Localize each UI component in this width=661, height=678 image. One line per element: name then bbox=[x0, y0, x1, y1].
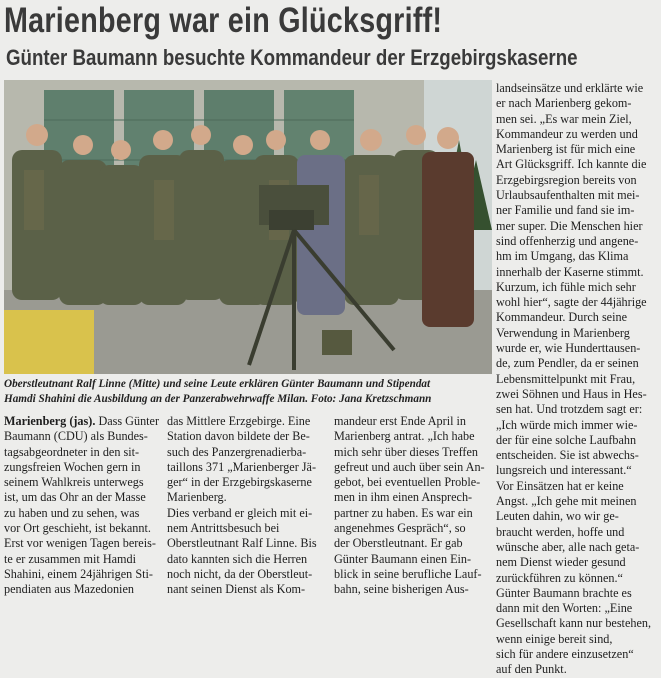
text-line: Kommandeur zu werden und bbox=[496, 126, 638, 141]
text-line: auf den Punkt. bbox=[496, 662, 567, 677]
text-line: tagsabgeordneter in den sit- bbox=[4, 444, 140, 459]
text-line: gefreut und auch über sein An- bbox=[334, 459, 485, 474]
text-line: wenn einige bereit sind, bbox=[496, 631, 613, 646]
text-line: Art Glücksgriff. Ich kannte die bbox=[496, 157, 647, 172]
photo-credit: Foto: Jana Kretzschmann bbox=[310, 393, 432, 405]
text-line: wurde er, wie Hunderttausen- bbox=[496, 341, 641, 356]
photo-caption bbox=[4, 377, 492, 407]
text-line: er nach Marienberg gekom- bbox=[496, 96, 632, 111]
text-line: der Oberstleutnant. Er gab bbox=[334, 536, 463, 551]
caption-line-2-text: Hamdi Shahini die Ausbildung an der Panzerabwehrwaffe Milan. bbox=[4, 393, 308, 405]
text-line: Leuten dahin, wo wir ge- bbox=[496, 509, 619, 524]
text-line: Günter Baumann einen Ein- bbox=[334, 551, 472, 566]
text-line: partner zu haben. Es war ein bbox=[334, 505, 473, 520]
photo-illustration bbox=[4, 80, 492, 374]
text-line: Erst vor wenigen Tagen bereis- bbox=[4, 536, 156, 551]
text-line: der für eine solche Laufbahn bbox=[496, 432, 637, 447]
text-line: noch nicht, da der Oberstleut- bbox=[167, 566, 313, 581]
text-line: Marienberg. bbox=[167, 490, 227, 505]
text-line: Shahini, einem 24jährigen Sti- bbox=[4, 566, 153, 581]
column-1-first-text: Dass Günter bbox=[98, 414, 160, 428]
headline: Marienberg war ein Glücksgriff! bbox=[4, 1, 443, 40]
text-line: ner Familie und fand sie im- bbox=[496, 203, 635, 218]
text-line: gebot, bei eventuellen Proble- bbox=[334, 475, 481, 490]
text-line: Lebensmittelpunkt mit Frau, bbox=[496, 371, 636, 386]
text-line: Oberstleutnant Ralf Linne. Bis bbox=[167, 536, 317, 551]
article-photo bbox=[4, 80, 492, 374]
column-1-line bbox=[4, 414, 158, 429]
text-line: Verwendung in Marienberg bbox=[496, 325, 630, 340]
text-line: entscheiden. Sie ist abwechs- bbox=[496, 448, 639, 463]
text-line: nem Antrittsbesuch bei bbox=[167, 521, 280, 536]
text-line: Kommandeur. Durch seine bbox=[496, 310, 627, 325]
text-line: such des Panzergrenadierba- bbox=[167, 444, 307, 459]
text-line: zu haben und zu sehen, was bbox=[4, 505, 140, 520]
text-line: zungsfreien Wochen gern in bbox=[4, 459, 141, 474]
text-line: nant seinen Dienst als Kom- bbox=[167, 582, 306, 597]
text-line: angenehmes Gespräch“, so bbox=[334, 521, 466, 536]
text-line: innerhalb der Kaserne stimmt. bbox=[496, 264, 644, 279]
text-line: landseinsätze und erklärte wie bbox=[496, 81, 644, 95]
text-line: te er zusammen mit Hamdi bbox=[4, 551, 136, 566]
text-line: wünsche aber, alle nach geta- bbox=[496, 539, 640, 554]
text-line: Station davon bildete der Be- bbox=[167, 429, 310, 444]
text-line: seinem Wahlkreis unterwegs bbox=[4, 475, 144, 490]
text-line: men in ihm einen Ansprech- bbox=[334, 490, 473, 505]
text-line: Baumann (CDU) als Bundes- bbox=[4, 429, 148, 444]
article-column-1 bbox=[4, 414, 158, 598]
text-line: Erzgebirgsregion bereits von bbox=[496, 172, 637, 187]
text-line: bahn, seine bisherigen Aus- bbox=[334, 582, 469, 597]
text-line: lungsreich und interessant.“ bbox=[496, 463, 632, 478]
text-line: dato kannten sich die Herren bbox=[167, 551, 308, 566]
text-line: mandeur erst Ende April in bbox=[334, 414, 466, 428]
text-line: Günter Baumann brachte es bbox=[496, 585, 632, 600]
text-line: sen hat. Und trotzdem sagt er: bbox=[496, 402, 643, 417]
article-column-3 bbox=[334, 414, 492, 598]
text-line: pendiaten aus Mazedonien bbox=[4, 582, 134, 597]
text-line: Gesellschaft kann nur bestehen, bbox=[496, 616, 651, 631]
text-line: braucht werden, hoffe und bbox=[496, 524, 625, 539]
text-line: hm im Umgang, das Klima bbox=[496, 249, 629, 264]
text-line: dann mit den Worten: „Eine bbox=[496, 601, 633, 616]
text-line: nem Dienst wieder gesund bbox=[496, 555, 626, 570]
caption-line-1: Oberstleutnant Ralf Linne (Mitte) und seine Leute erklären Günter Baumann und Stipendat bbox=[4, 378, 431, 390]
article-column-2 bbox=[167, 414, 325, 598]
text-line: de, zum Pendler, da er seinen bbox=[496, 356, 639, 371]
text-line: ist, um das Ohr an der Masse bbox=[4, 490, 146, 505]
text-line: Dies verband er gleich mit ei- bbox=[167, 505, 313, 520]
subheadline: Günter Baumann besuchte Kommandeur der Erzgebirgskaserne bbox=[6, 45, 578, 70]
text-line: das Mittlere Erzgebirge. Eine bbox=[167, 414, 311, 428]
text-line: Angst. „Ich gehe mit meinen bbox=[496, 494, 637, 509]
text-line: Vor Einsätzen hat er keine bbox=[496, 478, 624, 493]
text-line: ger“ in der Erzgebirgskaserne bbox=[167, 475, 312, 490]
text-line: Marienberg antrat. „Ich habe bbox=[334, 429, 475, 444]
text-line: sind offenherzig und angene- bbox=[496, 233, 639, 248]
text-line: Urlaubsaufenthalten mit mei- bbox=[496, 188, 640, 203]
dateline: Marienberg (jas). bbox=[4, 414, 96, 428]
text-line: „Ich würde mich immer wie- bbox=[496, 417, 638, 432]
text-line: sich für andere einzusetzen“ bbox=[496, 646, 634, 661]
text-line: mich sehr über dieses Treffen bbox=[334, 444, 478, 459]
text-line: vor Ort geschieht, ist bekannt. bbox=[4, 521, 151, 536]
caption-line-2 bbox=[4, 392, 492, 407]
text-line: wohl hier“, sagte der 44jährige bbox=[496, 295, 647, 310]
text-line: men sei. „Es war mein Ziel, bbox=[496, 111, 632, 126]
text-line: Kurzum, ich fühle mich sehr bbox=[496, 279, 636, 294]
article-column-right bbox=[496, 81, 657, 678]
text-line: Marienberg ist für mich eine bbox=[496, 142, 636, 157]
text-line: zwei Söhnen und Haus in Hes- bbox=[496, 386, 647, 401]
text-line: taillons 371 „Marienberger Jä- bbox=[167, 459, 317, 474]
text-line: blick in seine berufliche Lauf- bbox=[334, 566, 482, 581]
text-line: zurückführen zu können.“ bbox=[496, 570, 623, 585]
text-line: mer super. Die Menschen hier bbox=[496, 218, 643, 233]
